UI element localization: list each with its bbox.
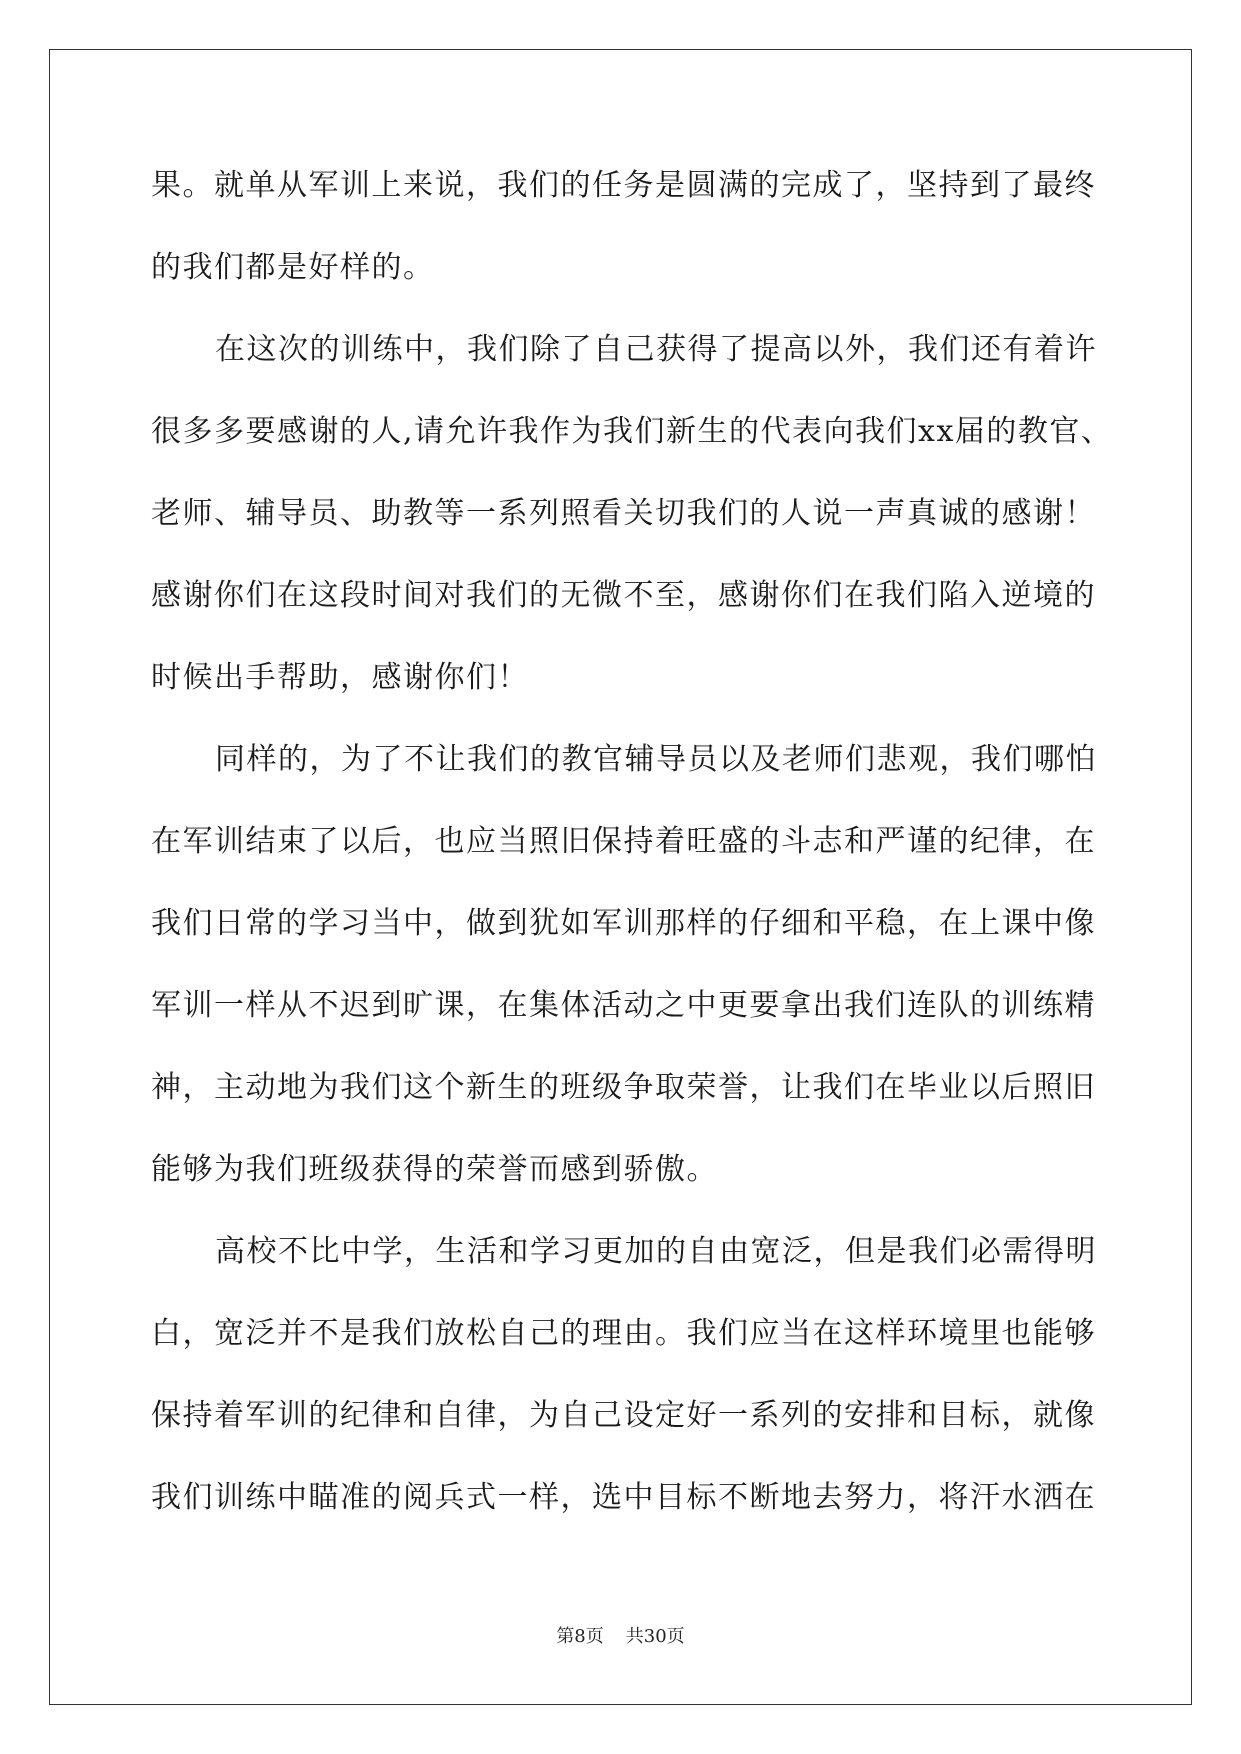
text-line: 的我们都是好样的。 [151,250,435,285]
text-line: 白，宽泛并不是我们放松自己的理由。我们应当在这样环境里也能够 [151,1316,1096,1351]
text-line: 时候出手帮助，感谢你们！ [151,660,529,695]
page-number: 第8页 [556,1626,604,1647]
text-line: 老师、辅导员、助教等一系列照看关切我们的人说一声真诚的感谢！ [151,496,1096,531]
text-line: 感谢你们在这段时间对我们的无微不至，感谢你们在我们陷入逆境的 [151,578,1096,613]
document-body [151,163,1113,1557]
text-line: 神，主动地为我们这个新生的班级争取荣誉，让我们在毕业以后照旧 [151,1070,1096,1105]
text-line: 我们日常的学习当中，做到犹如军训那样的仔细和平稳，在上课中像 [151,906,1096,941]
text-line: 我们训练中瞄准的阅兵式一样，选中目标不断地去努力，将汗水洒在 [151,1480,1096,1515]
text-line: 保持着军训的纪律和自律，为自己设定好一系列的安排和目标，就像 [151,1398,1096,1433]
text-line: 能够为我们班级获得的荣誉而感到骄傲。 [151,1152,718,1187]
page-total: 共30页 [625,1626,685,1647]
text-line: 果。就单从军训上来说，我们的任务是圆满的完成了，坚持到了最终 [151,168,1096,203]
text-line: 军训一样从不迟到旷课，在集体活动之中更要拿出我们连队的训练精 [151,988,1096,1023]
text-line: 很多多要感谢的人,请允许我作为我们新生的代表向我们xx届的教官、 [151,414,1113,449]
paragraph-start-line: 高校不比中学，生活和学习更加的自由宽泛，但是我们必需得明 [215,1234,1097,1269]
page-footer [0,1622,1241,1648]
text-line: 在军训结束了以后，也应当照旧保持着旺盛的斗志和严谨的纪律，在 [151,824,1096,859]
paragraph-start-line: 在这次的训练中，我们除了自己获得了提高以外，我们还有着许 [215,332,1097,367]
paragraph-start-line: 同样的，为了不让我们的教官辅导员以及老师们悲观，我们哪怕 [215,742,1097,777]
